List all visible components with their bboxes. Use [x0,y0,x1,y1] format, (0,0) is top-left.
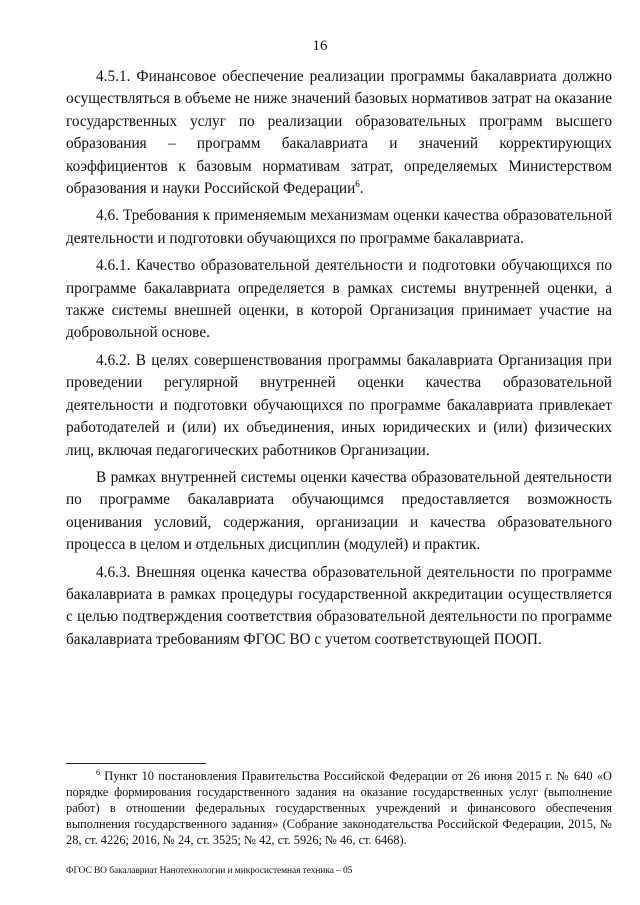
paragraph-internal-assessment: В рамках внутренней системы оценки качества образовательной деятельности по программе бакалавриата обучающимся предоставляется возможность оценивания условий, содержания, организации и качества образовательного процесса в целом и отдельных дисциплин (модулей) и практик. [66,468,612,554]
paragraph-4-6-1: 4.6.1. Качество образовательной деятельности и подготовки обучающихся по программе бакалавриата определяется в рамках системы внутренней оценки, а также системы внешней оценки, в которой Организация принимает участие на добровольной основе. [66,257,612,342]
footnote-reference: 6 [355,178,360,189]
page-number: 16 [312,38,328,54]
footnote-marker: 6 [96,767,100,777]
paragraph-4-6-3: 4.6.3. Внешняя оценка качества образовательной деятельности по программе бакалавриата в рамках процедуры государственной аккредитации осуществляется с целью подтверждения соответствия образовательной деятельности по программе бакалавриата требованиям ФГОС ВО с учетом соответствующей ПООП. [66,563,612,648]
paragraph-text: 4.5.1. Финансовое обеспечение реализации программы бакалавриата должно осуществляться в объеме не ниже значений базовых нормативов затрат на оказание государственных услуг по реализации образовательных программ высшего образования – программ бакалавриата и значений корректирующих коэффициентов к базовым нормативам затрат, определяемых Министерством образования и науки Российской Федерации [66,68,612,198]
footnote-separator [66,763,206,764]
page-footer: ФГОС ВО бакалавриат Нанотехнологии и микросистемная техника – 05 [66,866,353,876]
paragraph-4-5-1 [66,66,612,200]
paragraph-4-6: 4.6. Требования к применяемым механизмам оценки качества образовательной деятельности и подготовки обучающихся по программе бакалавриата. [66,207,612,247]
paragraph-period: . [359,180,364,198]
paragraph-4-6-2: 4.6.2. В целях совершенствования программы бакалавриата Организация при проведении регулярной внутренней оценки качества образовательной деятельности и подготовки обучающихся по программе бакалавриата привлекает работодателей и (или) их объединения, иных юридических и (или) физических лиц, включая педагогических работников Организации. [66,351,612,459]
footnote [66,768,612,848]
footnote-text: Пункт 10 постановления Правительства Российской Федерации от 26 июня 2015 г. № 640 «О порядке формирования государственного задания на оказание государственных услуг (выполнение работ) в отношении федеральных государственных учреждений и финансового обеспечения выполнения государственного задания» (Собрание законодательства Российской Федерации, 2015, № 28, ст. 4226; 2016, № 24, ст. 3525; № 42, ст. 5926; № 46, ст. 6468). [66,769,612,847]
document-body [66,66,612,656]
